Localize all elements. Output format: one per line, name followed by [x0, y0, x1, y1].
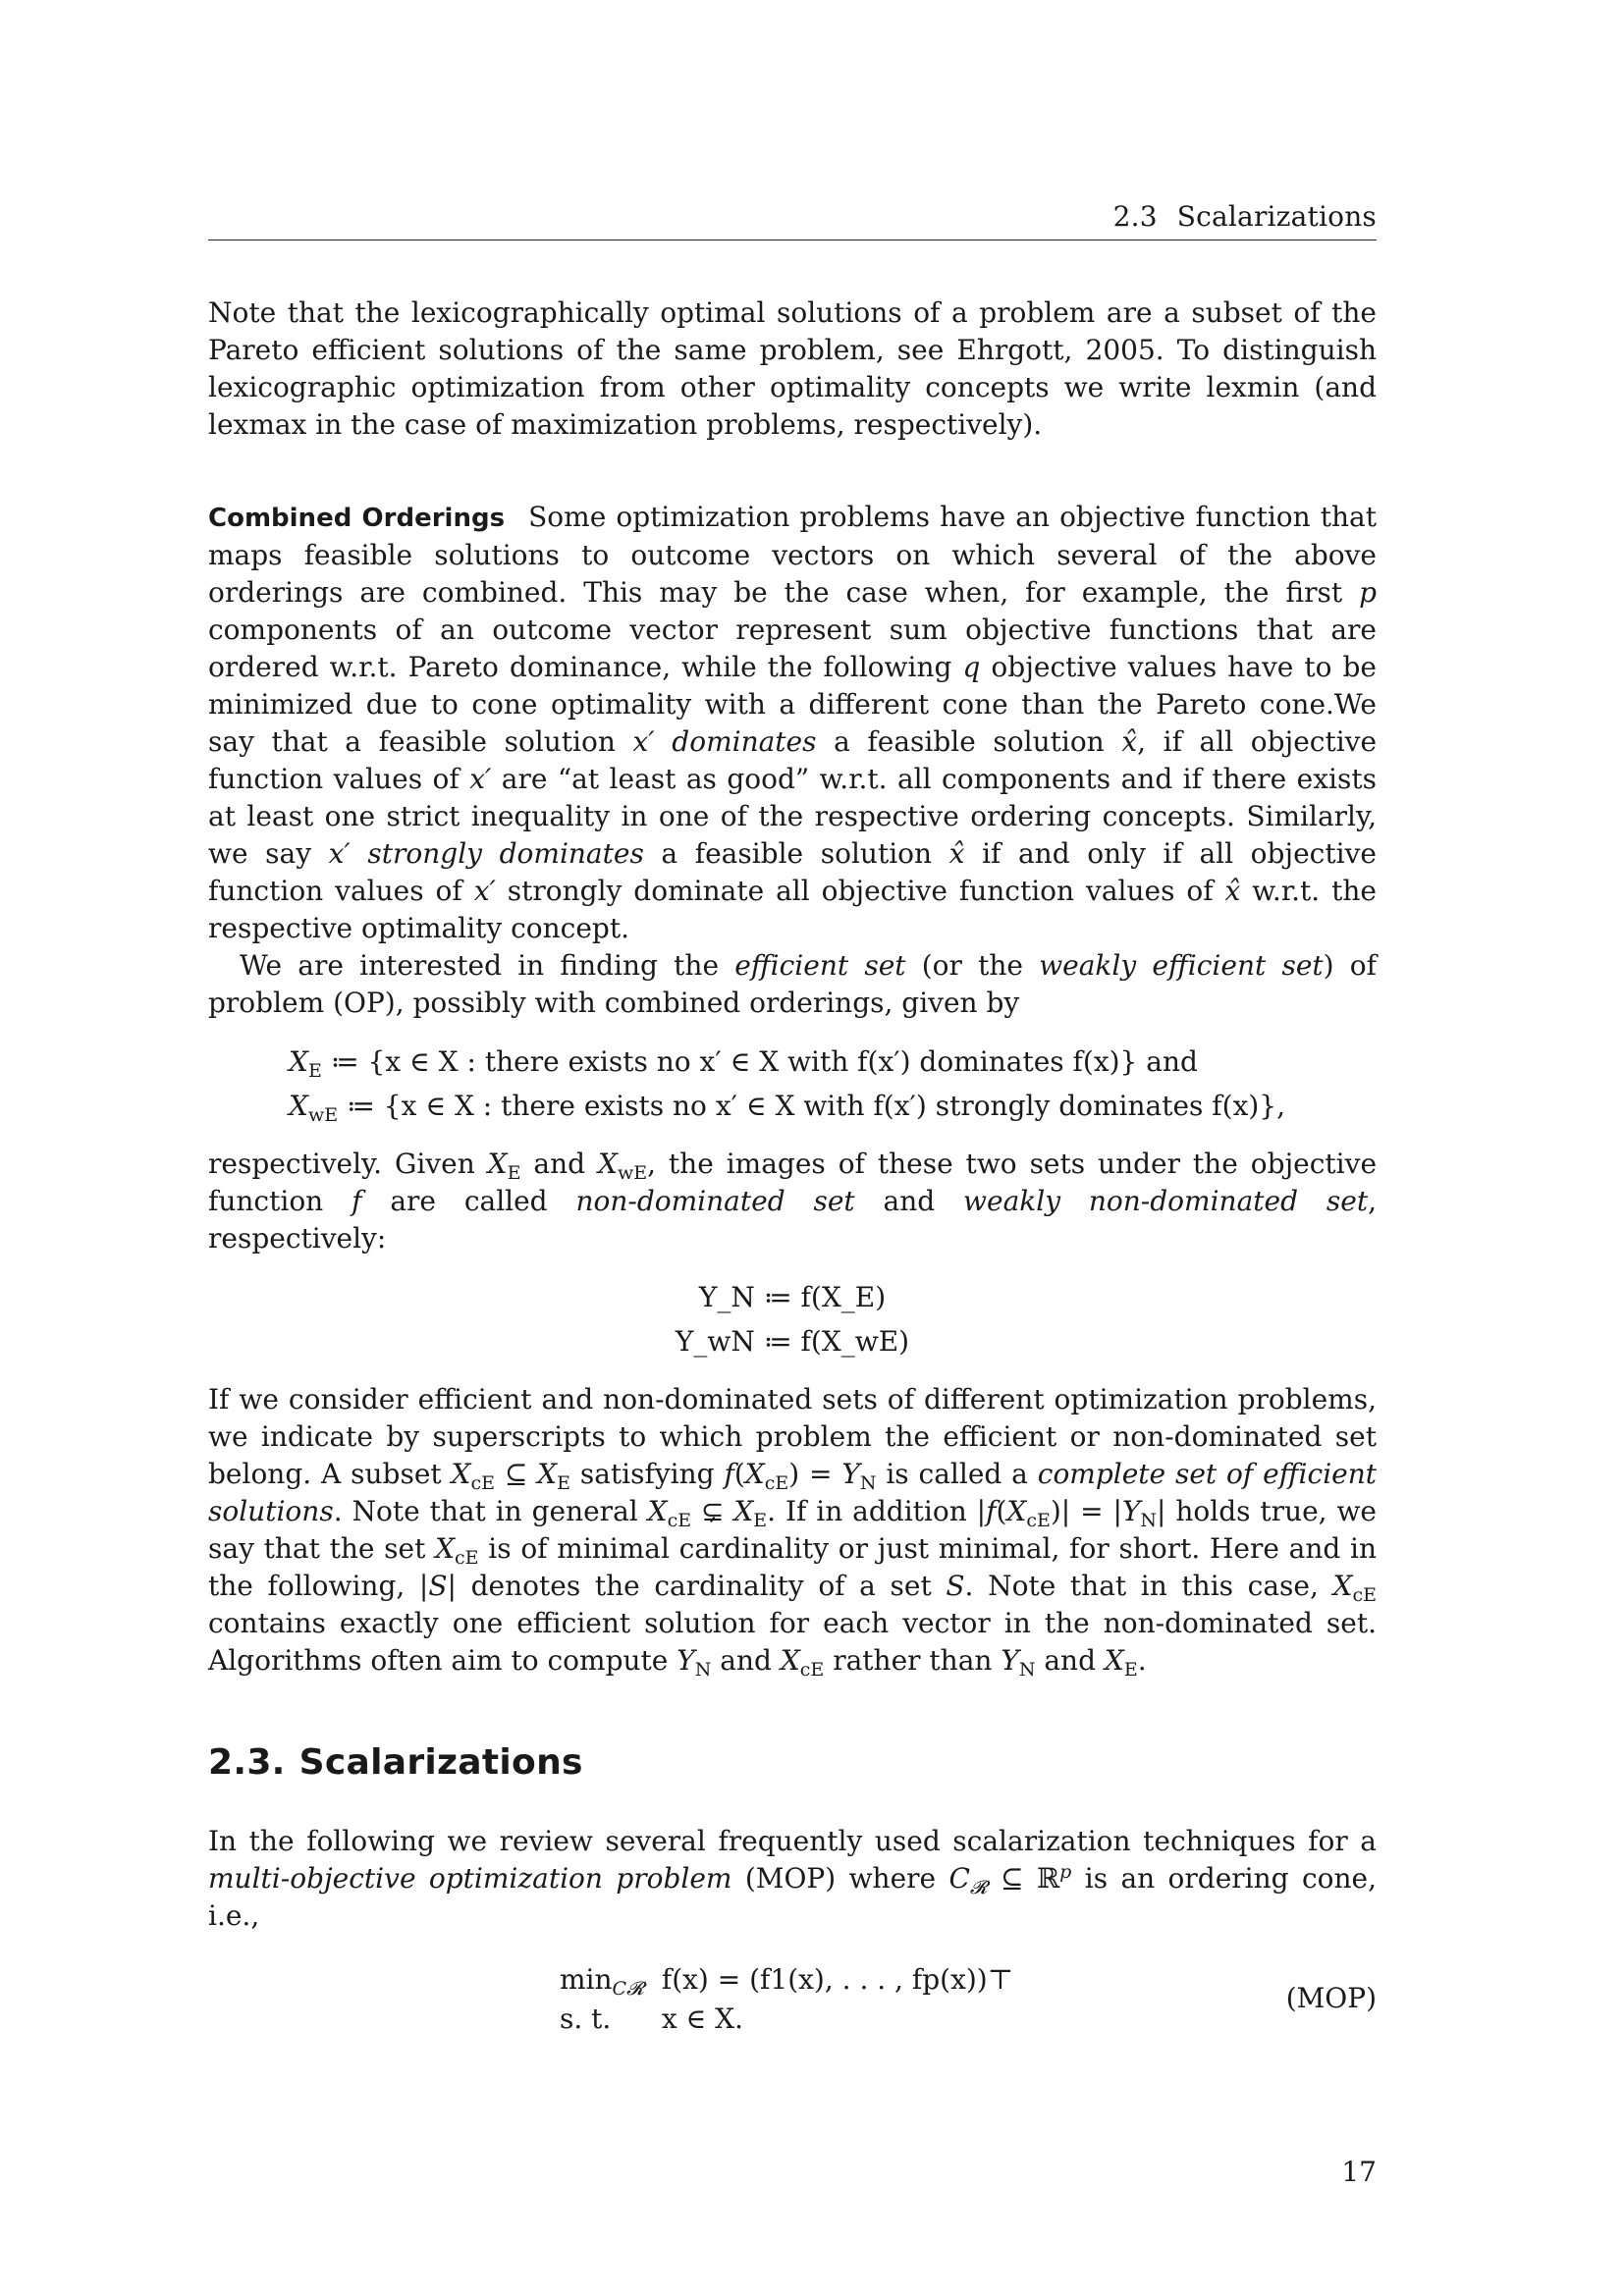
running-header — [1113, 200, 1377, 233]
term-non-dominated-set: non-dominated set — [575, 1185, 855, 1217]
display-non-dominated-sets — [208, 1275, 1377, 1363]
section-heading — [208, 1744, 1377, 1782]
term-efficient-set: efficient set — [734, 949, 906, 982]
body-text — [208, 294, 1377, 2049]
equation-yn: Y_N ≔ f(X_E) — [698, 1281, 887, 1313]
paragraph-combined-orderings: Combined Orderings Some optimization problems have an objective function that maps feasible solutions to outcome vectors on which several of the above orderings are combined. This may be the case when, for example, the first p components of an outcome vector represent sum objective functions that are ordered w.r.t. Pareto dominance, while the following q objective values have to be minimized due to cone optimality with a different cone than the Pareto cone.We say that a feasible solution x′ dominates a feasible solution x̂, if all objective function values of x′ are “at least as good” w.r.t. all components and if there exists at least one strict inequality in one of the respective ordering concepts. Similarly, we say x′ strongly dominates a feasible solution x̂ if and only if all objective function values of x′ strongly dominate all objective function values of x̂ w.r.t. the respective optimality concept. — [208, 501, 1378, 944]
mop-objective: f(x) = (f1(x), . . . , fp(x))⊤ — [661, 1963, 1014, 1996]
header-section-number: 2.3 — [1112, 200, 1158, 233]
mop-formulation — [560, 1960, 1031, 2039]
section-title: Scalarizations — [298, 1742, 583, 1783]
display-efficient-sets — [208, 1040, 1377, 1128]
term-complete-set: complete set of efficient solutions — [208, 1458, 1377, 1527]
mop-problem — [208, 1960, 1377, 2049]
mop-min: $\min_{C𝓡}$ — [560, 1963, 644, 2000]
page-number: 17 — [1341, 2156, 1377, 2188]
equation-xwe: $X_{wE}$ ≔ {x ∈ X : there exists no x′ ∈ X with f(x′) strongly dominates f(x)}, — [289, 1090, 1286, 1126]
section-number: 2.3. — [208, 1742, 286, 1783]
paragraph-lexicographic: Note that the lexicographically optimal solutions of a problem are a subset of the Pareto efficient solutions of the same problem, see Ehrgott, 2005. To distinguish lexicographic optimization from other optimality concepts we write lexmin (and lexmax in the case of maximization problems, respectively). — [208, 296, 1377, 441]
paragraph-heading-combined-orderings: Combined Orderings — [208, 504, 506, 533]
equation-xe: $X_E$ ≔ {x ∈ X : there exists no x′ ∈ X with f(x′) dominates f(x)} and — [289, 1045, 1198, 1082]
term-dominates: dominates — [672, 725, 817, 758]
term-weakly-non-dominated-set: weakly non-dominated set — [963, 1185, 1369, 1217]
term-strongly-dominates: strongly dominates — [367, 837, 644, 870]
term-weakly-efficient-set: weakly efficient set — [1039, 949, 1324, 982]
mop-constraint: x ∈ X. — [661, 2002, 743, 2035]
equation-label-mop: (MOP) — [1285, 1982, 1377, 2014]
paragraph-complete-set: If we consider efficient and non-dominated sets of different optimization problems, we indicate by superscripts to which problem the efficient or non-dominated set belong. A subset $X_{cE}$ ⊆ $X_E$ satisfying $f(X_{cE}) = Y_N$ is called a complete set of efficient solutions. Note that in general $X_{cE}$ ⊊ $X_E$. If in addition $|f(X_{cE})| = |Y_N|$ holds true, we say that the set $X_{cE}$ is of minimal cardinality or just minimal, for short. Here and in the following, |S| denotes the cardinality of a set S. Note that in this case, $X_{cE}$ contains exactly one efficient solution for each vector in the non-dominated set. Algorithms often aim to compute $Y_N$ and $X_{cE}$ rather than $Y_N$ and $X_E$. — [208, 1383, 1378, 1681]
paragraph-scalarization-intro: In the following we review several frequently used scalarization techniques for a multi-objective optimization problem (MOP) where $C_𝓡$ ⊆ ℝ$^p$ is an ordering cone, i.e., — [208, 1825, 1378, 1932]
header-section-title: Scalarizations — [1176, 200, 1377, 233]
mop-st: s. t. — [560, 2002, 612, 2035]
equation-ywn: Y_wN ≔ f(X_wE) — [675, 1325, 910, 1358]
term-mop: multi-objective optimization problem — [208, 1862, 732, 1895]
paragraph-non-dominated: respectively. Given $X_E$ and $X_{wE}$, the images of these two sets under the objective function f are called non-dominated set and weakly non-dominated set, respectively: — [208, 1148, 1378, 1255]
paragraph-efficient-set: We are interested in finding the efficient set (or the weakly efficient set) of problem (OP), possibly with combined orderings, given by — [208, 949, 1378, 1019]
